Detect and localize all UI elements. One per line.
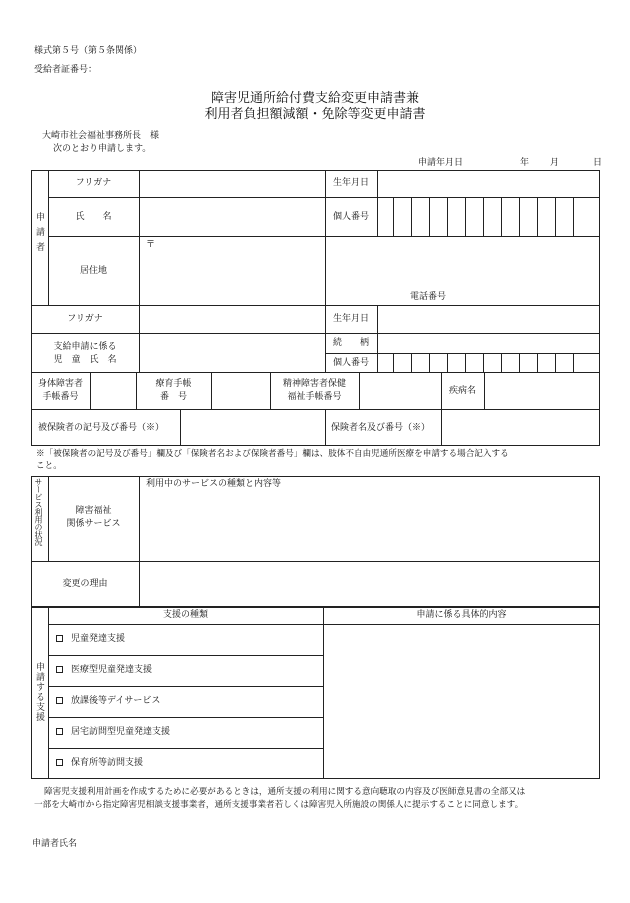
consent-line-1: 障害児支援利用計画を作成するために必要があるときは，通所支援の利用に関する意向聴取の内容及び医師意見書の全部又は	[44, 787, 526, 797]
change-reason-field[interactable]	[140, 562, 599, 606]
checkbox[interactable]	[56, 666, 63, 673]
support-option-label: 居宅訪問型児童発達支援	[71, 727, 171, 737]
physical-handbook-label-1: 身体障害者	[37, 379, 83, 389]
support-option-label: 放課後等デイサービス	[71, 696, 161, 706]
intro-text: 次のとおり申請します。	[53, 144, 152, 154]
child-relation-label: 続 柄	[332, 338, 369, 348]
support-option[interactable]	[56, 759, 143, 768]
phone-label: 電話番号	[410, 292, 447, 302]
insurance-note-line-1: ※「被保険者の記号及び番号」欄及び「保険者名および保険者番号」欄は、肢体不自由児通所医療を申請する場合記入する	[36, 449, 509, 459]
child-furigana-label: フリガナ	[67, 314, 103, 324]
rehab-handbook-label-1: 療育手帳	[155, 379, 192, 389]
date-month-label: 月	[550, 158, 560, 168]
child-furigana-field[interactable]	[140, 306, 324, 332]
change-reason-label: 変更の理由	[62, 579, 108, 589]
applicant-name-field[interactable]	[140, 198, 324, 235]
support-side-label: 申請する支援	[34, 662, 44, 722]
insurance-note-line-2: こと。	[36, 461, 62, 471]
insurer-label: 保険者名及び番号（※）	[331, 423, 431, 433]
mental-handbook-label-1: 精神障害者保健	[282, 379, 346, 389]
support-option[interactable]	[56, 697, 160, 706]
physical-handbook-field[interactable]	[91, 373, 135, 408]
signature-label: 申請者氏名	[32, 839, 78, 849]
support-option-label: 保育所等訪問支援	[71, 758, 144, 768]
applicant-personal-no-label: 個人番号	[332, 212, 369, 222]
date-year-field[interactable]	[472, 156, 518, 168]
mental-handbook-label-2: 福祉手帳番号	[287, 392, 342, 402]
support-type-header: 支援の種類	[162, 610, 208, 620]
child-birth-label: 生年月日	[332, 314, 369, 324]
service-status-side-label: サービス利用の状況	[34, 478, 43, 546]
applicant-name-label: 氏 名	[75, 212, 112, 222]
checkbox[interactable]	[56, 728, 63, 735]
applicant-personal-no-field[interactable]	[378, 198, 599, 235]
child-name-label-2: 児 童 氏 名	[53, 355, 117, 365]
support-detail-header: 申請に係る具体的内容	[416, 610, 507, 620]
applicant-furigana-label: フリガナ	[75, 178, 112, 188]
welfare-service-label-1: 障害福祉	[75, 506, 112, 516]
support-option[interactable]	[56, 728, 170, 737]
recipient-cert-label: 受給者証番号：	[34, 65, 98, 75]
addressee: 大崎市社会福祉事務所長 様	[42, 131, 160, 141]
date-label: 申請年月日	[418, 158, 464, 168]
applicant-furigana-field[interactable]	[140, 171, 324, 196]
child-name-label-1: 支給申請に係る	[53, 342, 117, 352]
support-option[interactable]	[56, 635, 125, 644]
postal-mark: 〒	[146, 240, 156, 250]
checkbox[interactable]	[56, 697, 63, 704]
disease-label: 疾病名	[448, 386, 476, 396]
date-day-label: 日	[593, 158, 603, 168]
title-line-1: 障害児通所給付費支給変更申請書兼	[210, 91, 419, 106]
consent-line-2: 一部を大崎市から指定障害児相談支援事業者，通所支援事業者若しくは障害児入所施設の関係人に提示することに同意します。	[34, 800, 524, 810]
checkbox[interactable]	[56, 635, 63, 642]
in-use-service-label: 利用中のサービスの種類と内容等	[146, 479, 282, 489]
support-option[interactable]	[56, 666, 152, 675]
applicant-birth-label: 生年月日	[332, 178, 369, 188]
child-relation-field[interactable]	[378, 334, 599, 352]
applicant-side-label: 申請者	[34, 212, 44, 257]
child-name-field[interactable]	[140, 334, 324, 371]
support-option-label: 医療型児童発達支援	[71, 665, 153, 675]
child-personal-no-field[interactable]	[378, 354, 599, 371]
rehab-handbook-label-2: 番 号	[159, 392, 187, 402]
date-year-label: 年	[520, 158, 530, 168]
form-number: 様式第５号（第５条関係）	[34, 46, 143, 56]
applicant-phone-field[interactable]	[462, 290, 598, 304]
child-personal-no-label: 個人番号	[332, 358, 369, 368]
checkbox[interactable]	[56, 759, 63, 766]
insured-number-label: 被保険者の記号及び番号（※）	[38, 423, 165, 433]
welfare-service-label-2: 関係サービス	[66, 519, 121, 529]
disease-field[interactable]	[485, 373, 599, 408]
rehab-handbook-field[interactable]	[212, 373, 269, 408]
support-option-label: 児童発達支援	[71, 634, 126, 644]
physical-handbook-label-2: 手帳番号	[42, 392, 79, 402]
applicant-birth-field[interactable]	[378, 171, 599, 196]
support-detail-field[interactable]	[324, 625, 599, 778]
insured-number-field[interactable]	[181, 410, 324, 445]
title-line-2: 利用者負担額減額・免除等変更申請書	[204, 107, 426, 122]
insurer-field[interactable]	[442, 410, 599, 445]
child-birth-field[interactable]	[378, 306, 599, 332]
date-day-field[interactable]	[560, 156, 590, 168]
applicant-address-field[interactable]	[158, 240, 598, 288]
signature-field[interactable]	[80, 836, 320, 850]
applicant-address-label: 居住地	[79, 266, 107, 276]
in-use-service-field[interactable]	[140, 492, 599, 560]
mental-handbook-field[interactable]	[360, 373, 440, 408]
date-month-field[interactable]	[530, 156, 548, 168]
